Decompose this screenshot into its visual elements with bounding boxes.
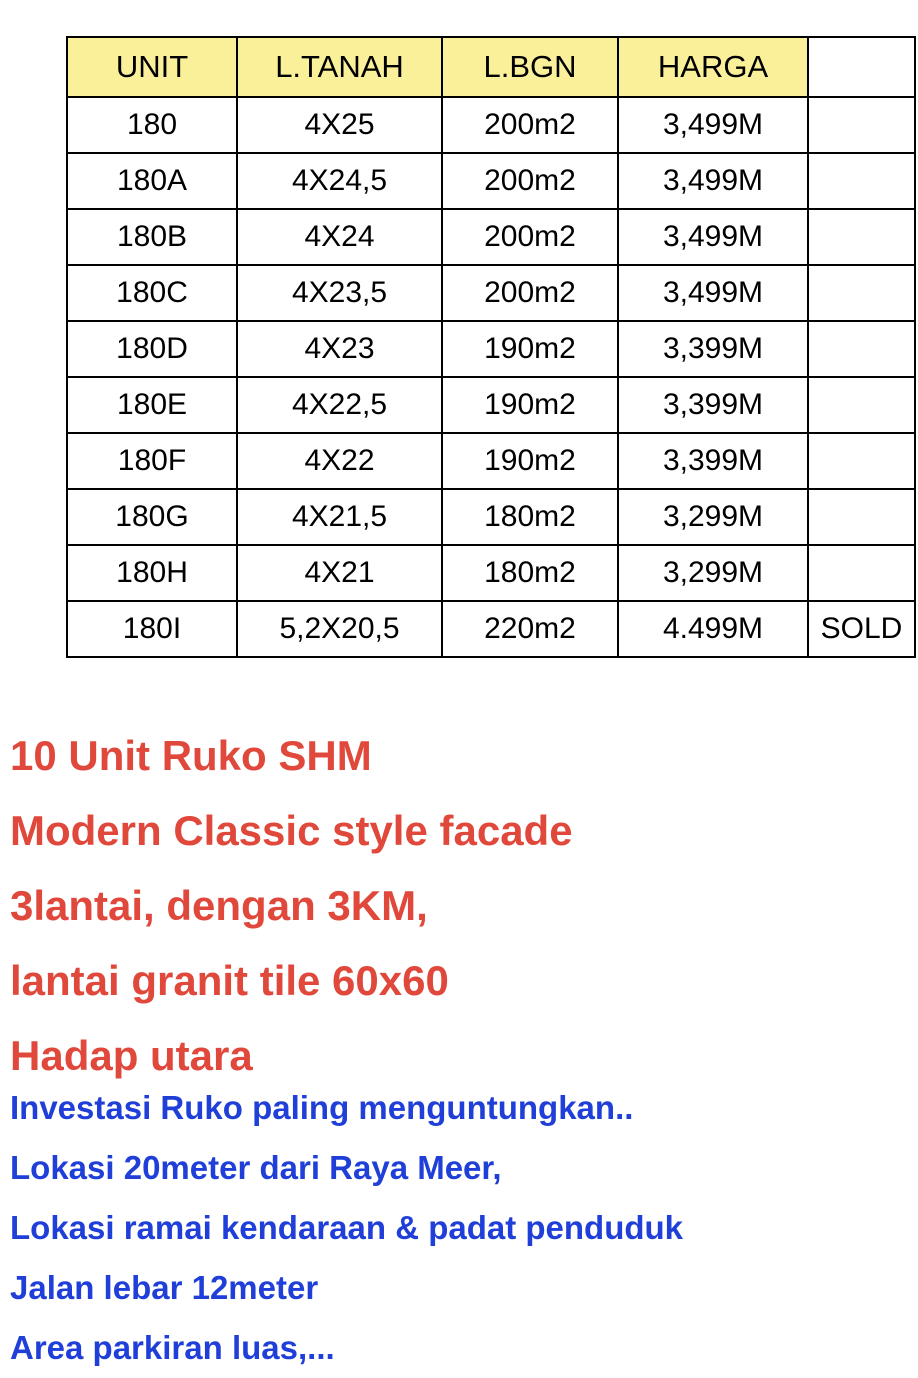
table-row <box>67 433 915 489</box>
cell-harga: 3,499M <box>618 265 808 321</box>
cell-lbgn: 200m2 <box>442 209 618 265</box>
cell-harga: 3,299M <box>618 489 808 545</box>
cell-ltanah: 4X23,5 <box>237 265 442 321</box>
cell-harga: 3,499M <box>618 97 808 153</box>
cell-lbgn: 200m2 <box>442 153 618 209</box>
cell-status <box>808 433 915 489</box>
cell-unit: 180A <box>67 153 237 209</box>
cell-ltanah: 4X24 <box>237 209 442 265</box>
table-row <box>67 153 915 209</box>
column-header-status <box>808 37 915 97</box>
cell-harga: 3,499M <box>618 209 808 265</box>
cell-status <box>808 489 915 545</box>
highlight-line-4: lantai granit tile 60x60 <box>10 957 449 1004</box>
cell-status <box>808 321 915 377</box>
cell-status <box>808 545 915 601</box>
table-body <box>67 97 915 657</box>
cell-ltanah: 4X25 <box>237 97 442 153</box>
price-table <box>66 36 916 658</box>
cell-ltanah: 4X24,5 <box>237 153 442 209</box>
column-header-lbgn: L.BGN <box>442 37 618 97</box>
cell-unit: 180I <box>67 601 237 657</box>
table-row <box>67 601 915 657</box>
column-header-unit: UNIT <box>67 37 237 97</box>
cell-status <box>808 153 915 209</box>
cell-status <box>808 97 915 153</box>
cell-unit: 180F <box>67 433 237 489</box>
cell-status <box>808 377 915 433</box>
status-badge-sold: SOLD <box>808 601 915 657</box>
cell-ltanah: 4X22 <box>237 433 442 489</box>
cell-lbgn: 190m2 <box>442 321 618 377</box>
cell-lbgn: 220m2 <box>442 601 618 657</box>
highlights-block <box>10 718 900 1093</box>
highlight-line-5: Hadap utara <box>10 1032 253 1079</box>
cell-lbgn: 190m2 <box>442 377 618 433</box>
cell-harga: 3,399M <box>618 433 808 489</box>
table-row <box>67 97 915 153</box>
cell-harga: 3,499M <box>618 153 808 209</box>
cell-ltanah: 4X23 <box>237 321 442 377</box>
detail-line-4: Jalan lebar 12meter <box>10 1269 319 1306</box>
price-table-container <box>66 36 904 658</box>
table-row <box>67 321 915 377</box>
details-block <box>10 1078 910 1378</box>
table-header <box>67 37 915 97</box>
cell-unit: 180G <box>67 489 237 545</box>
highlight-line-3: 3lantai, dengan 3KM, <box>10 882 428 929</box>
cell-unit: 180C <box>67 265 237 321</box>
cell-unit: 180E <box>67 377 237 433</box>
table-header-row <box>67 37 915 97</box>
cell-unit: 180H <box>67 545 237 601</box>
cell-lbgn: 200m2 <box>442 265 618 321</box>
cell-status <box>808 265 915 321</box>
table-row <box>67 545 915 601</box>
cell-harga: 3,299M <box>618 545 808 601</box>
cell-ltanah: 4X22,5 <box>237 377 442 433</box>
highlight-line-2: Modern Classic style facade <box>10 807 573 854</box>
table-row <box>67 377 915 433</box>
cell-unit: 180 <box>67 97 237 153</box>
table-row <box>67 265 915 321</box>
cell-lbgn: 180m2 <box>442 489 618 545</box>
column-header-harga: HARGA <box>618 37 808 97</box>
cell-unit: 180D <box>67 321 237 377</box>
cell-ltanah: 4X21,5 <box>237 489 442 545</box>
table-row <box>67 209 915 265</box>
cell-ltanah: 5,2X20,5 <box>237 601 442 657</box>
detail-line-2: Lokasi 20meter dari Raya Meer, <box>10 1149 502 1186</box>
detail-line-1: Investasi Ruko paling menguntungkan.. <box>10 1089 634 1126</box>
cell-ltanah: 4X21 <box>237 545 442 601</box>
cell-harga: 3,399M <box>618 321 808 377</box>
cell-unit: 180B <box>67 209 237 265</box>
cell-lbgn: 190m2 <box>442 433 618 489</box>
detail-line-5: Area parkiran luas,... <box>10 1329 335 1366</box>
detail-line-3: Lokasi ramai kendaraan & padat penduduk <box>10 1209 684 1246</box>
cell-lbgn: 180m2 <box>442 545 618 601</box>
cell-harga: 4.499M <box>618 601 808 657</box>
highlight-line-1: 10 Unit Ruko SHM <box>10 732 372 779</box>
column-header-ltanah: L.TANAH <box>237 37 442 97</box>
cell-harga: 3,399M <box>618 377 808 433</box>
cell-lbgn: 200m2 <box>442 97 618 153</box>
cell-status <box>808 209 915 265</box>
table-row <box>67 489 915 545</box>
